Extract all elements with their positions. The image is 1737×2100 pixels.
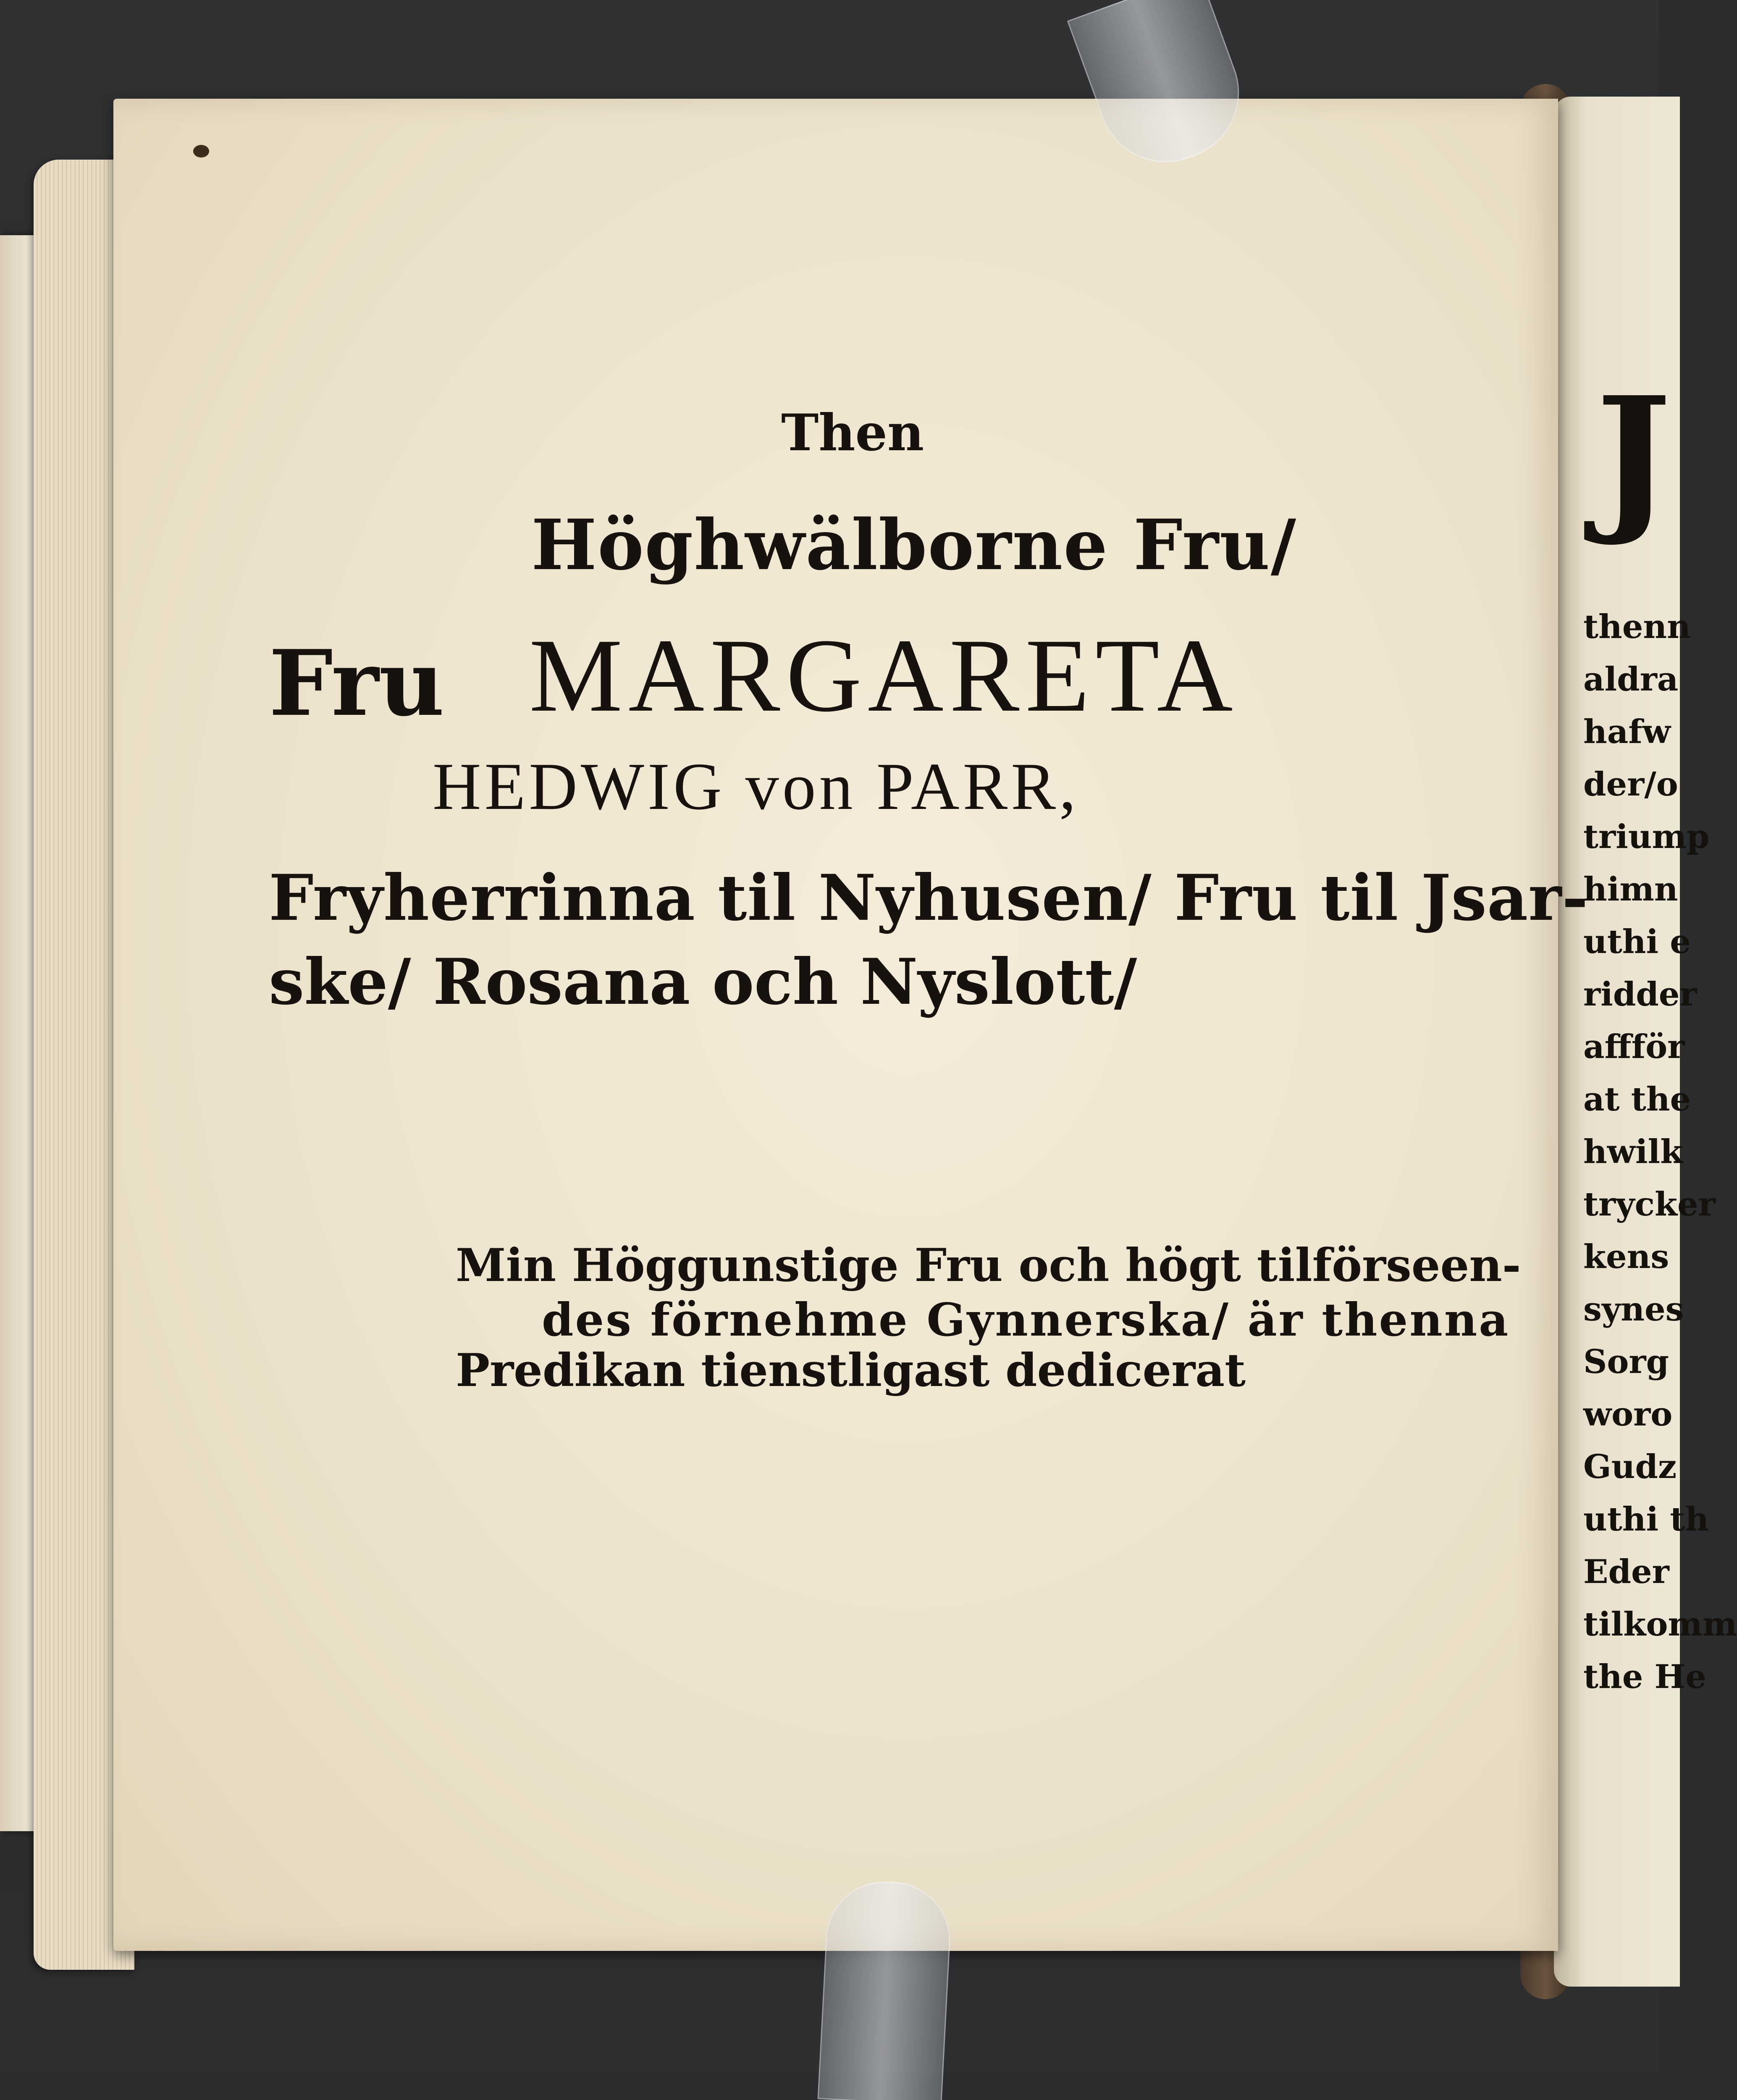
facing-page-line: der/o [1583, 765, 1678, 803]
facing-page-line: Eder [1583, 1553, 1669, 1591]
title-line-fru: Fru [269, 630, 445, 736]
facing-page-line: hafw [1583, 713, 1671, 751]
facing-page-line: thenn [1583, 608, 1691, 646]
facing-page-line: hwilk [1583, 1133, 1683, 1171]
page-holder-clip-bottom [817, 1879, 953, 2100]
facing-page-line: triump [1583, 818, 1710, 856]
dedication-line-2: des förnehme Gynnerska/ är thenna [542, 1294, 1510, 1347]
facing-page-line: aldra [1583, 660, 1679, 698]
facing-page-line: ridder [1583, 975, 1697, 1013]
title-line-then: Then [781, 403, 924, 462]
facing-page-lines [1583, 601, 1737, 1714]
facing-page-line: synes [1583, 1290, 1684, 1328]
facing-page-line: Gudz [1583, 1448, 1677, 1486]
facing-page-line: at the [1583, 1080, 1691, 1118]
title-line-hoghwalborne: Höghwälborne Fru/ [531, 504, 1297, 585]
facing-page-line: uthi e [1583, 923, 1691, 961]
facing-page-line: woro [1583, 1395, 1673, 1433]
facing-page-line: himn [1583, 870, 1678, 908]
title-line-ske: ske/ Rosana och Nyslott/ [269, 945, 1137, 1019]
title-line-fryherrinna: Fryherrinna til Nyhusen/ Fru til Jsar- [269, 861, 1589, 935]
facing-page-line: affför [1583, 1028, 1685, 1066]
dedication-line-3: Predikan tienstligast dedicerat [456, 1344, 1246, 1397]
facing-page-line: Sorg [1583, 1343, 1669, 1381]
facing-page-line: the He [1583, 1658, 1706, 1696]
title-line-margareta: MARGARETA [529, 617, 1239, 734]
title-line-hedwig: HEDWIG von PARR, [433, 749, 1079, 824]
facing-page-drop-cap: J [1596, 362, 1671, 549]
facing-page-line: tilkomm [1583, 1605, 1737, 1643]
dedication-line-1: Min Höggunstige Fru och högt tilförseen- [456, 1239, 1521, 1292]
ink-stain [193, 145, 209, 158]
title-page [113, 99, 1558, 1951]
facing-page-line: trycker [1583, 1185, 1716, 1223]
bleed-through-text [260, 160, 1478, 318]
facing-page-line: kens [1583, 1238, 1669, 1276]
facing-page-line: uthi th [1583, 1500, 1709, 1538]
